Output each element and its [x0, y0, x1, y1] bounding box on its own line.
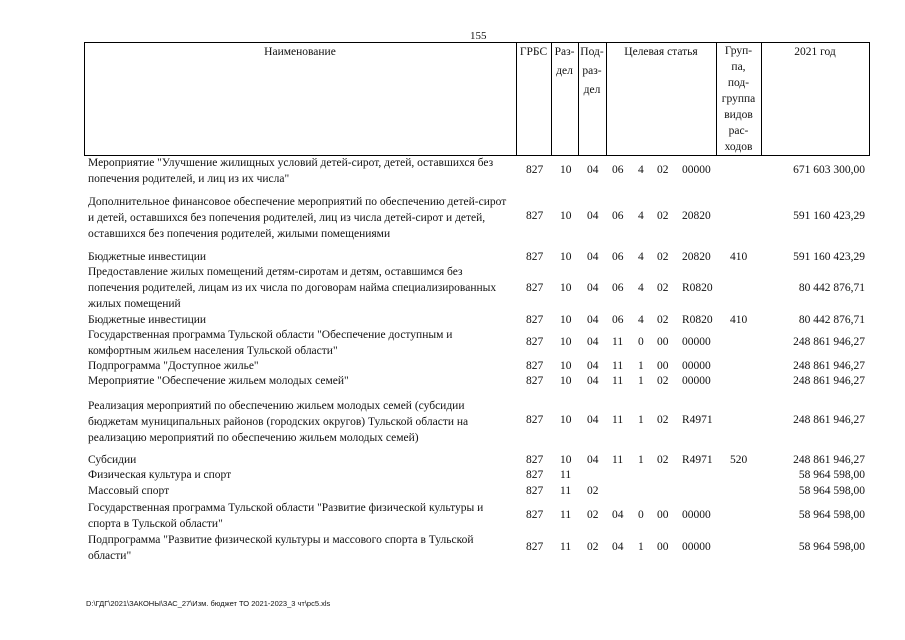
row-t4: 00000	[682, 336, 711, 348]
row-grbs: 827	[526, 414, 544, 426]
row-name: Подпрограмма "Доступное жилье"	[88, 360, 259, 372]
row-t2: 1	[638, 375, 644, 387]
row-t4: 00000	[682, 509, 711, 521]
row-rz: 10	[560, 360, 572, 372]
row-t3: 02	[657, 375, 669, 387]
row-pr: 04	[587, 251, 599, 263]
file-path-footer: D:\ГДГ\2021\ЗАКОНЫ\ЗАС_27\Изм. бюджет ТО 2021-2023_3 чт\рс5.xls	[86, 599, 331, 608]
row-amount: 248 861 946,27	[793, 360, 865, 372]
row-name: Реализация мероприятий по обеспечению жильем молодых семей (субсидии бюджетам муниципальных районов (городских округов) Тульской области на реализацию мероприятий по обеспечению жильем молодых семей)	[88, 400, 469, 444]
row-vr: 410	[730, 314, 748, 326]
header-year: 2021 год	[794, 46, 836, 58]
page-number: 155	[470, 30, 487, 42]
row-grbs: 827	[526, 251, 544, 263]
row-rz: 10	[560, 414, 572, 426]
row-grbs: 827	[526, 360, 544, 372]
header-target: Целевая статья	[624, 46, 698, 58]
row-t2: 1	[638, 541, 644, 553]
row-t3: 02	[657, 414, 669, 426]
row-pr: 04	[587, 164, 599, 176]
row-t2: 4	[638, 314, 644, 326]
row-t2: 1	[638, 454, 644, 466]
row-t3: 02	[657, 314, 669, 326]
row-amount: 248 861 946,27	[793, 414, 865, 426]
row-name: Физическая культура и спорт	[88, 469, 232, 481]
row-t4: R4971	[682, 454, 713, 466]
row-name: Бюджетные инвестиции	[88, 251, 207, 263]
row-t3: 02	[657, 164, 669, 176]
row-t3: 00	[657, 336, 669, 348]
row-grbs: 827	[526, 454, 544, 466]
row-grbs: 827	[526, 282, 544, 294]
row-name: Подпрограмма "Развитие физической культуры и массового спорта в Тульской области"	[88, 534, 474, 562]
row-amount: 58 964 598,00	[798, 469, 865, 481]
row-grbs: 827	[526, 314, 544, 326]
row-pr: 02	[587, 509, 599, 521]
row-t2: 1	[638, 414, 644, 426]
row-t2: 4	[638, 164, 644, 176]
row-t4: 20820	[682, 210, 711, 222]
row-pr: 04	[587, 414, 599, 426]
row-rz: 11	[560, 509, 572, 521]
header-podrazdel: Под- раз- дел	[580, 46, 604, 96]
row-t4: R0820	[682, 282, 713, 294]
row-name: Дополнительное финансовое обеспечение мероприятий по обеспечению детей-сирот и детей, оставшихся без попечения родителей, лиц из числа детей-сирот и детей, оставшихся без попечения родителей, жилыми помещениями	[88, 196, 507, 240]
row-pr: 04	[587, 314, 599, 326]
row-t1: 06	[612, 210, 624, 222]
row-amount: 248 861 946,27	[793, 336, 865, 348]
row-t4: 00000	[682, 360, 711, 372]
row-pr: 02	[587, 541, 599, 553]
row-t1: 11	[612, 454, 624, 466]
row-amount: 591 160 423,29	[793, 210, 865, 222]
row-amount: 80 442 876,71	[798, 314, 865, 326]
row-grbs: 827	[526, 336, 544, 348]
row-amount: 591 160 423,29	[793, 251, 865, 263]
row-t2: 4	[638, 210, 644, 222]
row-t1: 06	[612, 251, 624, 263]
row-pr: 04	[587, 454, 599, 466]
row-name: Мероприятие "Улучшение жилищных условий детей-сирот, детей, оставшихся без попечения родителей, и лиц из их числа"	[88, 157, 494, 185]
row-pr: 04	[587, 282, 599, 294]
row-t3: 02	[657, 454, 669, 466]
row-pr: 04	[587, 375, 599, 387]
row-t1: 11	[612, 336, 624, 348]
row-name: Предоставление жилых помещений детям-сиротам и детям, оставшимся без попечения родителей, лицам из их числа по договорам найма специализированных жилых помещений	[88, 266, 497, 310]
row-t3: 02	[657, 282, 669, 294]
row-amount: 58 964 598,00	[798, 509, 865, 521]
header-name: Наименование	[264, 46, 336, 58]
row-grbs: 827	[526, 164, 544, 176]
row-rz: 10	[560, 164, 572, 176]
row-name: Государственная программа Тульской области "Обеспечение доступным и комфортным жильем населения Тульской области"	[88, 329, 453, 357]
row-grbs: 827	[526, 541, 544, 553]
row-t1: 11	[612, 375, 624, 387]
row-pr: 02	[587, 485, 599, 497]
row-t4: 00000	[682, 541, 711, 553]
row-amount: 58 964 598,00	[798, 485, 865, 497]
row-amount: 80 442 876,71	[798, 282, 865, 294]
row-grbs: 827	[526, 469, 544, 481]
row-pr: 04	[587, 360, 599, 372]
row-rz: 10	[560, 336, 572, 348]
row-pr: 04	[587, 336, 599, 348]
row-rz: 11	[560, 485, 572, 497]
row-amount: 248 861 946,27	[793, 454, 865, 466]
row-vr: 410	[730, 251, 748, 263]
row-amount: 248 861 946,27	[793, 375, 865, 387]
row-name: Массовый спорт	[88, 485, 170, 497]
row-t1: 04	[612, 509, 624, 521]
row-t3: 00	[657, 360, 669, 372]
row-t1: 04	[612, 541, 624, 553]
row-rz: 10	[560, 251, 572, 263]
row-t3: 02	[657, 251, 669, 263]
row-grbs: 827	[526, 375, 544, 387]
row-grbs: 827	[526, 210, 544, 222]
row-t4: 20820	[682, 251, 711, 263]
row-t4: R0820	[682, 314, 713, 326]
row-t1: 11	[612, 360, 624, 372]
row-name: Государственная программа Тульской области "Развитие физической культуры и спорта в Тульской области"	[88, 502, 484, 530]
row-rz: 11	[560, 541, 572, 553]
row-grbs: 827	[526, 509, 544, 521]
row-rz: 10	[560, 454, 572, 466]
row-t3: 00	[657, 509, 669, 521]
row-t1: 06	[612, 282, 624, 294]
row-t2: 4	[638, 251, 644, 263]
row-t2: 0	[638, 336, 644, 348]
header-group: Груп- па, под- группа видов рас- ходов	[721, 45, 756, 153]
row-amount: 58 964 598,00	[798, 541, 865, 553]
row-rz: 10	[560, 210, 572, 222]
row-t3: 00	[657, 541, 669, 553]
row-t4: R4971	[682, 414, 713, 426]
row-rz: 10	[560, 314, 572, 326]
header-razdel: Раз- дел	[554, 46, 575, 77]
row-t4: 00000	[682, 164, 711, 176]
row-t1: 06	[612, 164, 624, 176]
row-t3: 02	[657, 210, 669, 222]
col-divider	[869, 42, 870, 156]
row-t4: 00000	[682, 375, 711, 387]
row-name: Субсидии	[88, 454, 137, 466]
row-grbs: 827	[526, 485, 544, 497]
row-rz: 11	[560, 469, 572, 481]
row-name: Мероприятие "Обеспечение жильем молодых семей"	[88, 375, 349, 387]
row-t2: 1	[638, 360, 644, 372]
row-t1: 06	[612, 314, 624, 326]
row-name: Бюджетные инвестиции	[88, 314, 207, 326]
row-t2: 0	[638, 509, 644, 521]
row-pr: 04	[587, 210, 599, 222]
row-t2: 4	[638, 282, 644, 294]
row-amount: 671 603 300,00	[793, 164, 865, 176]
header-grbs: ГРБС	[519, 46, 548, 58]
row-t1: 11	[612, 414, 624, 426]
row-vr: 520	[730, 454, 748, 466]
row-rz: 10	[560, 375, 572, 387]
row-rz: 10	[560, 282, 572, 294]
